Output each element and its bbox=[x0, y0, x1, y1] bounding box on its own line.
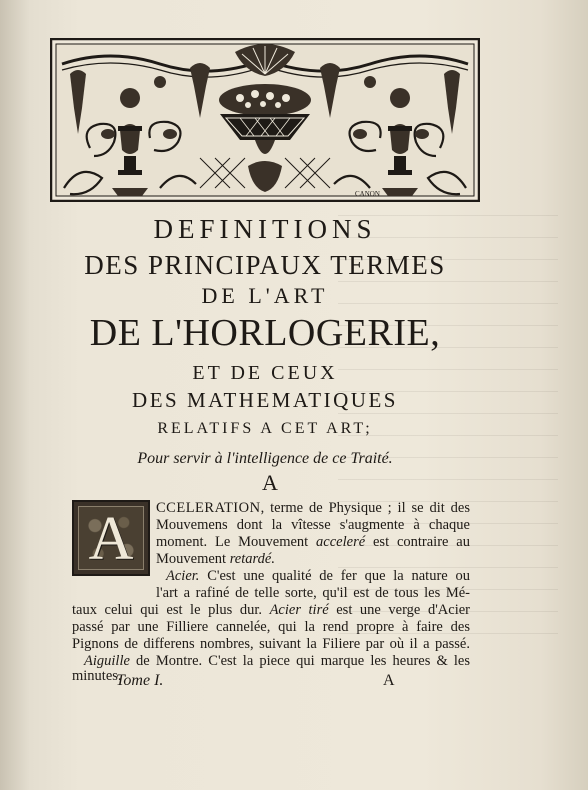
title-line-pour-servir: Pour servir à l'intelligence de ce Traité. bbox=[137, 450, 393, 467]
title-line-relatifs: RELATIFS A CET ART; bbox=[157, 420, 373, 437]
body-line: Mouvemens dont la vîtesse s'augmente à chaque bbox=[156, 517, 470, 533]
body-line: Pignons de differens nombres, suivant la Filiere par où il a passé. bbox=[72, 636, 470, 652]
body-line bbox=[166, 568, 470, 585]
body-line: l'art a rafiné de telle sorte, qu'il est de tous les Mé- bbox=[156, 585, 470, 601]
body-line: passé par une Filliere cannelée, qui la rend propre à faire des bbox=[72, 619, 470, 635]
title-line-horlogerie: DE L'HORLOGERIE, bbox=[89, 312, 441, 354]
volume-label: Tome I. bbox=[116, 672, 164, 689]
term-acier: Acier. bbox=[166, 568, 200, 584]
title-line-definitions: DEFINITIONS bbox=[153, 214, 377, 244]
body-line bbox=[156, 551, 470, 568]
body-text: est une verge d'Acier bbox=[336, 602, 471, 618]
term-acceleration: CCELERATION bbox=[156, 500, 261, 516]
vase-arabesque-ornament-icon bbox=[50, 38, 480, 202]
title-line-de-l-art: DE L'ART bbox=[201, 283, 329, 308]
term-aiguille: Aiguille bbox=[84, 653, 130, 669]
body-text: taux celui qui est le plus dur. bbox=[72, 602, 262, 618]
body-line bbox=[156, 500, 470, 517]
body-line: minutes. bbox=[72, 668, 122, 684]
decorated-initial-icon bbox=[72, 500, 150, 576]
title-line-principaux-termes: DES PRINCIPAUX TERMES bbox=[84, 250, 446, 280]
title-line-mathematiques: DES MATHEMATIQUES bbox=[132, 388, 398, 412]
section-letter-heading: A bbox=[262, 470, 278, 495]
body-text: moment. Le Mouvement bbox=[156, 534, 309, 550]
title-line-et-de-ceux: ET DE CEUX bbox=[192, 362, 338, 384]
body-text: est contraire au bbox=[373, 534, 470, 550]
term-acier-tire: Acier tiré bbox=[269, 602, 329, 618]
body-text: , terme de Physique ; il se dit des bbox=[260, 500, 470, 516]
engraver-signature: CANON bbox=[355, 190, 380, 198]
ornamental-headpiece bbox=[50, 38, 480, 202]
body-text: C'est une qualité de fer que la nature ou bbox=[207, 568, 470, 584]
body-line bbox=[156, 534, 470, 551]
body-text: Mouvement bbox=[156, 551, 227, 567]
term-accelere: acceleré bbox=[316, 534, 366, 550]
term-retarde: retardé. bbox=[229, 551, 275, 567]
drop-cap-letter: A bbox=[88, 505, 134, 573]
body-line bbox=[72, 602, 470, 619]
body-text: de Montre. C'est la piece qui marque les heures & les bbox=[136, 653, 471, 669]
signature-mark: A bbox=[383, 672, 395, 689]
